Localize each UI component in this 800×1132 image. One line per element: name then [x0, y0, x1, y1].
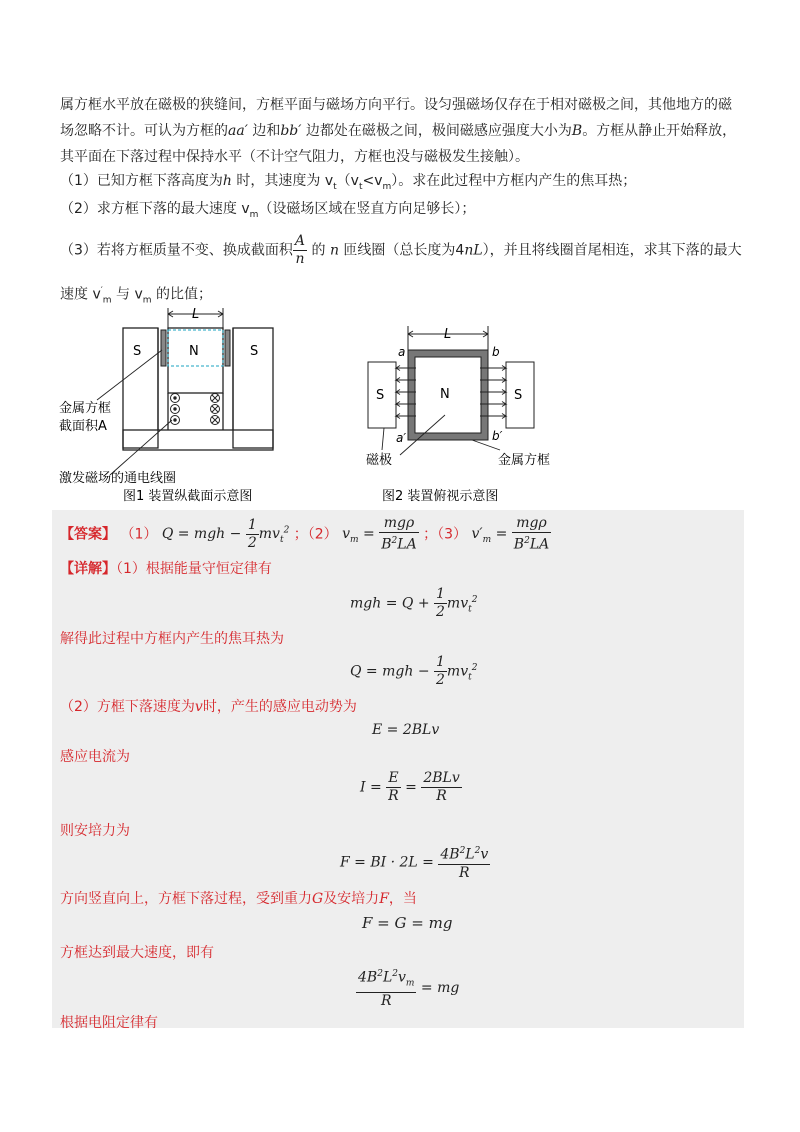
answer-part3-label: ；（3） [423, 526, 468, 543]
eq-text: Q = mgh − [350, 663, 430, 680]
detail-step: ，当 [388, 891, 417, 907]
equation-emf [372, 722, 439, 738]
q-text: 的 [307, 242, 330, 259]
q-text: 与 v [111, 286, 143, 303]
superscript: ′ [100, 286, 103, 296]
answer-tag: 【答案】 [60, 526, 116, 543]
subscript: t [333, 181, 337, 192]
q-text: ），并且将线圈首尾相连，求其下落的最大 [482, 242, 742, 259]
q-text: 时，其速度为 v [231, 173, 334, 189]
problem-text: 。方框从静止开始释放， [582, 123, 737, 139]
answer-line [60, 515, 750, 555]
answer-part1-label: （1） [120, 526, 158, 543]
q-text: ）。求在此过程中方框内产生的焦耳热； [391, 173, 637, 189]
fig2-label-a: a [398, 345, 406, 359]
fig1-label-S-right: S [250, 344, 259, 359]
detail-step: 则安培力为 [60, 823, 130, 839]
fig2-label-b: b [492, 345, 500, 359]
detail-step: （1）根据能量守恒定律有 [116, 561, 272, 577]
q-text: （2）求方框下落的最大速度 v [60, 201, 250, 217]
math-symbol: n [329, 242, 339, 259]
equation-current: I = $\frac{E}{R}$ = $\frac{\text{2BLv}}{R}$ [360, 770, 460, 804]
problem-text: 场忽略不计。可认为方框的 [60, 123, 228, 139]
q-text: 的比值； [151, 286, 212, 303]
subscript: m [382, 181, 392, 192]
subscript: m [102, 295, 112, 306]
question-2 [60, 196, 750, 228]
fig1-label-area: 截面积A [59, 419, 107, 434]
coil-right [211, 394, 220, 425]
eq-text: E = 2BLv [372, 722, 440, 738]
figure-2 [360, 300, 590, 505]
equation-balance [362, 914, 452, 932]
math-symbol: B [571, 123, 583, 139]
fig2-label-b-prime: b′ [492, 429, 503, 443]
math-symbol: bb′ [280, 123, 302, 139]
detail-line-2 [60, 626, 750, 652]
center-pole [168, 328, 223, 393]
fig1-label-coil: 激发磁场的通电线圈 [59, 471, 177, 486]
problem-text: 边都处在磁极之间，极间磁感应强度大小为 [301, 123, 572, 139]
subscript: t [358, 181, 363, 192]
detail-line-3 [60, 694, 750, 720]
fig2-label-N: N [440, 387, 450, 402]
math-symbol: v [194, 699, 203, 715]
q-text: <v [362, 173, 383, 189]
equation-force: F = BI · 2L = $\frac{4B^2L^2v}{R}$ [340, 843, 490, 882]
fig2-label-S-right: S [514, 388, 523, 403]
problem-line-2 [60, 118, 750, 144]
detail-line-1 [60, 556, 750, 582]
fig1-label-L: L [192, 307, 200, 322]
answer-1: Q = mgh − $\frac{1}{2}$ $mv_t^2$ [161, 516, 290, 551]
q-text: （1）已知方框下落高度为 [60, 173, 223, 189]
numerator: A [294, 233, 306, 249]
question-3 [60, 233, 750, 268]
detail-line-6 [60, 886, 750, 912]
equation-energy: mgh = Q + $\frac{1}{2}$ $mv_t^2$ [350, 586, 478, 620]
denominator: n [295, 251, 305, 267]
problem-text: 边和 [247, 123, 281, 139]
fig2-label-pole: 磁极 [366, 453, 393, 468]
frame-right-bar [225, 330, 230, 366]
subscript: m [249, 209, 259, 220]
detail-line-5 [60, 818, 750, 844]
q-text: （3）若将方框质量不变、换成截面积 [60, 242, 293, 259]
q-text: （v [336, 173, 359, 189]
q-text: 速度 v [60, 286, 101, 303]
eq-text: mgh = Q + [350, 595, 430, 612]
fig1-label-N: N [189, 344, 199, 359]
fig2-label-frame: 金属方框 [498, 453, 551, 468]
magnet-base [123, 430, 273, 450]
math-symbol: G [312, 891, 324, 907]
q-text: （设磁场区域在竖直方向足够长）； [258, 201, 476, 217]
subscript: m [142, 295, 152, 306]
figure-1 [55, 300, 315, 505]
fig2-caption: 图2 装置俯视示意图 [382, 489, 499, 504]
detail-step: 方向竖直向上，方框下落过程，受到重力 [60, 891, 312, 907]
eq-text: F = BI · 2L = [340, 854, 434, 871]
detail-step: （2）方框下落速度为 [60, 699, 195, 715]
answer-2: $v_m$ = $\frac{\text{mgρ}}{B^2LA}$ [342, 515, 417, 553]
detail-line-4 [60, 744, 750, 770]
problem-text: 属方框水平放在磁极的狭缝间，方框平面与磁场方向平行。设匀强磁场仅存在于相对磁极之间，其他地方的磁 [60, 97, 732, 113]
detail-step: 解得此过程中方框内产生的焦耳热为 [60, 631, 284, 647]
fig2-label-S-left: S [376, 388, 385, 403]
math-symbol: h [222, 173, 232, 189]
math-symbol: aa′ [228, 123, 248, 139]
detail-tag: 【详解】 [60, 561, 116, 577]
equation-heat: Q = mgh − $\frac{1}{2}$ $mv_t^2$ [350, 654, 478, 688]
fig1-label-S-left: S [133, 344, 142, 359]
fig2-label-L: L [444, 327, 452, 342]
problem-text: 其平面在下落过程中保持水平（不计空气阻力，方框也没与磁极发生接触）。 [60, 149, 529, 165]
fraction [293, 233, 307, 268]
equation-max-velocity: $\frac{4B^2L^2v_m}{R}$ = mg [356, 966, 459, 1010]
detail-step: 时，产生的感应电动势为 [202, 699, 357, 715]
eq-text: = mg [420, 980, 460, 997]
fig2-label-a-prime: a′ [396, 431, 407, 445]
fig1-label-frame: 金属方框 [59, 401, 112, 416]
math-symbol: nL [464, 242, 483, 259]
detail-step: 及安培力 [323, 891, 380, 907]
detail-step: 感应电流为 [60, 749, 130, 765]
answer-part2-label: ；（2） [293, 526, 338, 543]
detail-step: 根据电阻定律有 [60, 1015, 158, 1031]
eq-text: F = G = mg [362, 914, 453, 932]
detail-line-8 [60, 1010, 750, 1036]
fig1-caption: 图1 装置纵截面示意图 [123, 489, 253, 504]
problem-line-1 [60, 92, 750, 118]
math-symbol: F [379, 891, 389, 907]
problem-line-3 [60, 144, 750, 170]
eq-text: I = [360, 779, 382, 796]
detail-line-7 [60, 940, 750, 966]
detail-step: 方框达到最大速度，即有 [60, 945, 214, 961]
answer-3: $v'_m$ = $\frac{\text{mgρ}}{B^2LA}$ [471, 515, 550, 553]
frame-left-bar [161, 330, 166, 366]
q-text: 匝线圈（总长度为4 [338, 242, 465, 259]
